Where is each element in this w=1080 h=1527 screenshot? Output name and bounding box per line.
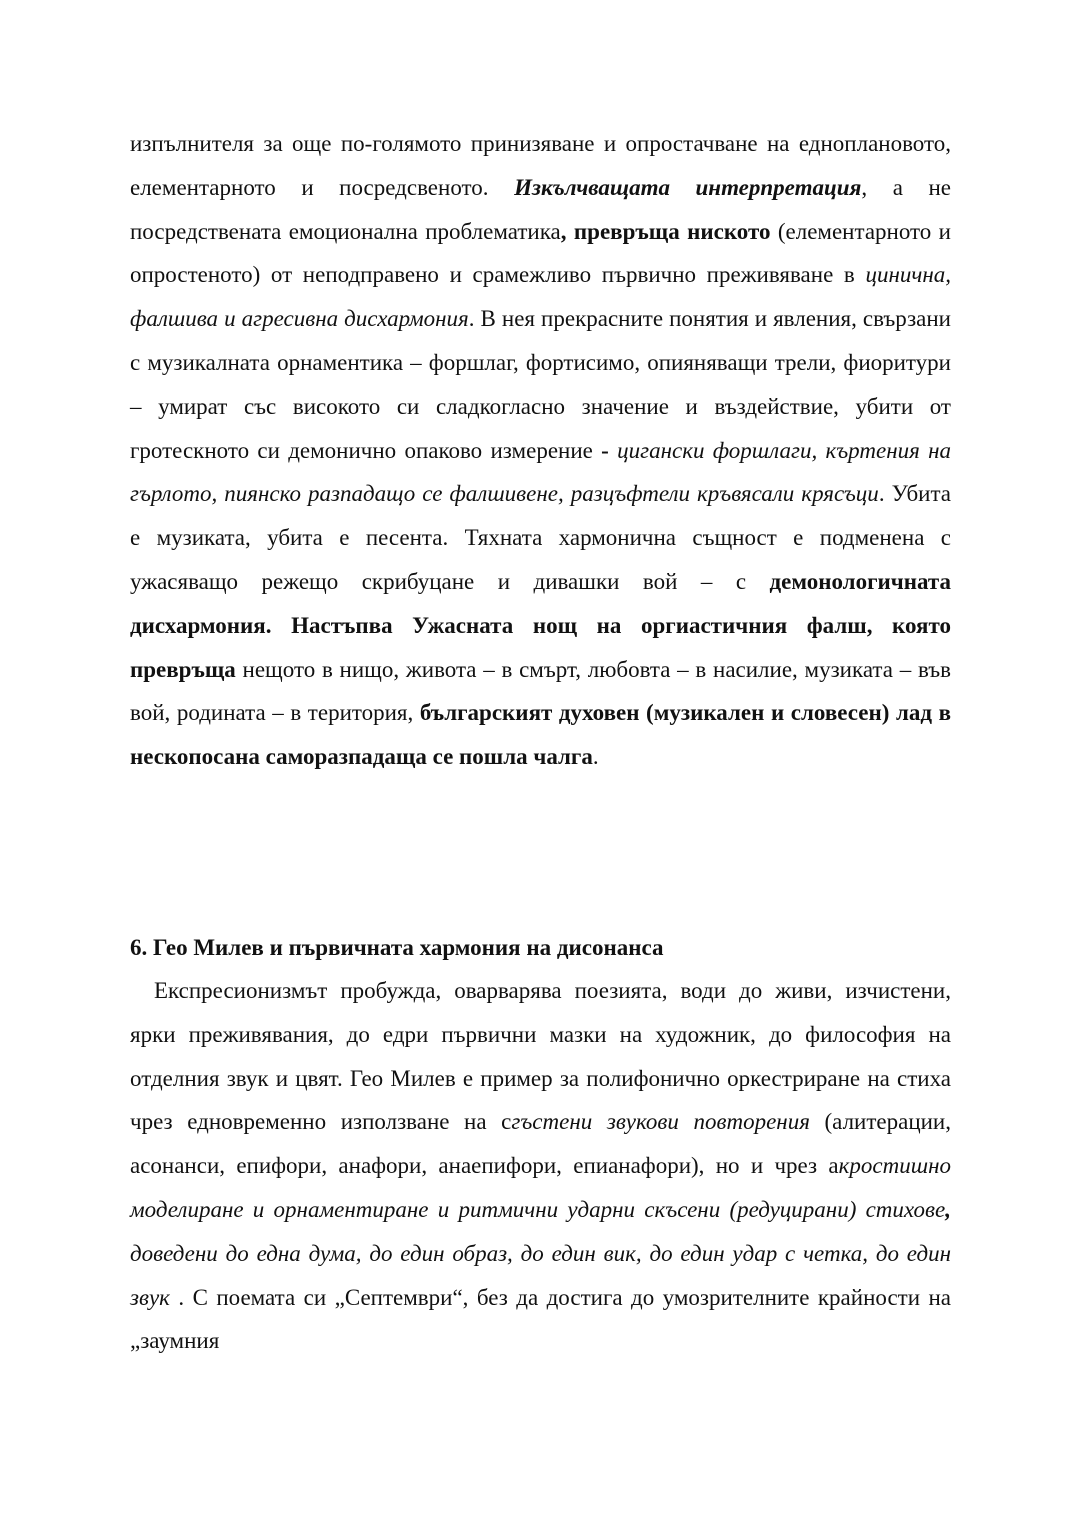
emphasis-bold: българският духовен (музикален и словесен) лад в нескопосана саморазпадаща се пошла чалга: [130, 700, 952, 770]
emphasis-italic: цигански форшлаги, къртения на гърлото, пиянско разпадащо се фалшивене, разцъфтели кръвясали крясъци: [130, 437, 952, 507]
emphasis-bold: -: [601, 437, 609, 463]
text-run: .: [592, 744, 599, 770]
emphasis-italic: кростишно моделиране и орнаментиране и ритмични ударни скъсени (редуцирани) стихове: [130, 1153, 951, 1222]
emphasis-bold: демонологичната дисхармония. Настъпва Ужасната нощ на оргиастичния фалш, която превръща: [130, 568, 951, 682]
emphasis-bold-italic: Изкълчващата интерпретация: [514, 174, 862, 200]
text-run: (елементарното и опростеното) от неподправено и срамежливо първично преживяване в: [130, 218, 951, 288]
text-run: Експресионизмът пробужда, оварварява поезията, води до живи, изчистени, ярки преживявания, до едри първични мазки на художник, до философия на отделния звук и цвят. Гео Милев е пример за полифонично оркестриране на стиха чрез едновременно използване на с: [130, 978, 951, 1135]
emphasis-bold: , превръща ниското: [560, 218, 771, 244]
emphasis-italic: гъстени звукови повторения: [511, 1109, 810, 1135]
text-run: . Убита е музиката, убита е песента. Тяхната хармонична същност е подменена с ужасяващо режещо скрибуцане и дивашки вой – с: [130, 481, 951, 594]
text-run: изпълнителя за още по-голямото принизяване и опростачване на едноплановото, елементарното и посредсвеното.: [130, 131, 951, 200]
emphasis-italic: доведени до една дума, до един образ, до един вик, до един удар с четка, до един звук: [130, 1240, 951, 1310]
text-run: . С поемата си „Септември“, без да достига до умозрителните крайности на „заумния: [130, 1284, 951, 1354]
body-paragraph: [130, 122, 951, 779]
text-run: . В нея прекрасните понятия и явления, свързани с музикалната орнаментика – форшлаг, фортисимо, опияняващи трели, фиоритури – умират със високото си сладкогласно значение и въздействие, убити от гротескното си демонично опаково измерение: [130, 306, 951, 463]
emphasis-italic: цинична, фалшива и агресивна дисхармония: [130, 262, 951, 332]
body-paragraph: [130, 969, 951, 1363]
text-run: нещото в нищо, живота – в смърт, любовта – в насилие, музиката – във вой, родината – в територия,: [130, 656, 951, 726]
text-run: , а не посредствената емоционална проблематика: [130, 174, 951, 244]
emphasis-bold-italic: ,: [945, 1196, 951, 1222]
text-run: (алитерации, асонанси, епифори, анафори, анаепифори, епианафори), но и чрез а: [130, 1109, 951, 1179]
section-heading: 6. Гео Милев и първичната хармония на дисонанса: [130, 935, 664, 960]
